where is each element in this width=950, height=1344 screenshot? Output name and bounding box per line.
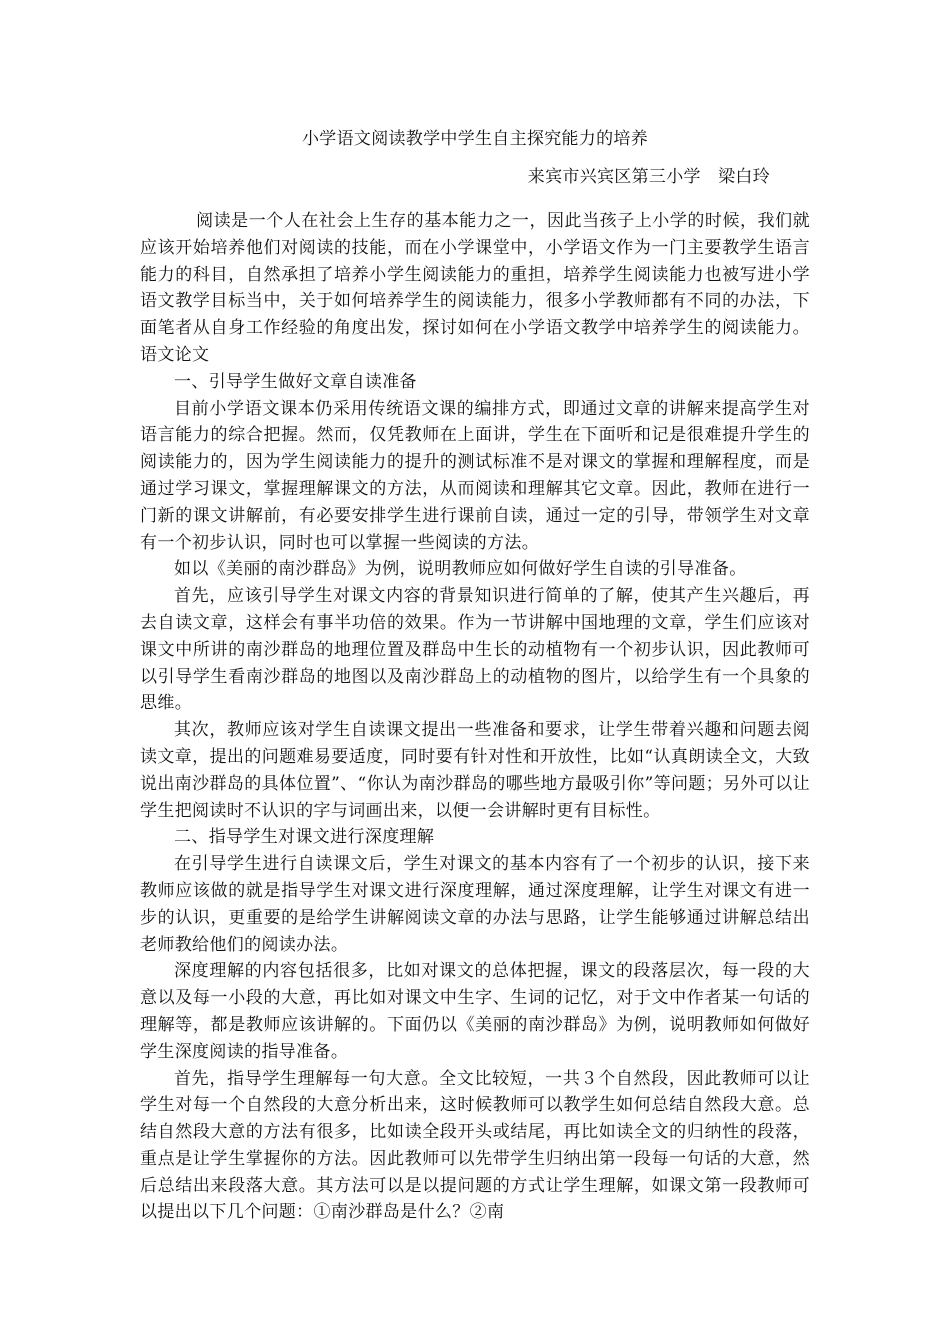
section-heading-2: 二、指导学生对课文进行深度理解 <box>174 827 435 848</box>
paragraph: 如以《美丽的南沙群岛》为例，说明教师应如何做好学生自读的引导准备。 <box>174 559 747 580</box>
document-body <box>140 208 810 1226</box>
paragraph: 首先，应该引导学生对课文内容的背景知识进行简单的了解，使其产生兴趣后，再去自读文章，这样会有事半功倍的效果。作为一节讲解中国地理的文章，学生们应该对课文中所讲的南沙群岛的地理位置及群岛中生长的动植物有一个初步认识，因此教师可以引导学生看南沙群岛的地图以及南沙群岛上的动植物的图片，以给学生有一个具象的思维。 <box>140 586 810 714</box>
document-author: 来宾市兴宾区第三小学 梁白玲 <box>527 167 770 187</box>
paragraph: 深度理解的内容包括很多，比如对课文的总体把握，课文的段落层次，每一段的大意以及每一小段的大意，再比如对课文中生字、生词的记忆，对于文中作者某一句话的理解等，都是教师应该讲解的。下面仍以《美丽的南沙群岛》为例，说明教师如何做好学生深度阅读的指导准备。 <box>140 961 810 1062</box>
document-title: 小学语文阅读教学中学生自主探究能力的培养 <box>302 129 648 149</box>
section-heading-1: 一、引导学生做好文章自读准备 <box>174 371 417 392</box>
paragraph-intro: 阅读是一个人在社会上生存的基本能力之一，因此当孩子上小学的时候，我们就应该开始培养他们对阅读的技能，而在小学课堂中，小学语文作为一门主要教学生语言能力的科目，自然承担了培养小学生阅读能力的重担，培养学生阅读能力也被写进小学语文教学目标当中，关于如何培养学生的阅读能力，很多小学教师都有不同的办法，下面笔者从自身工作经验的角度出发，探讨如何在小学语文教学中培养学生的阅读能力。语文论文 <box>140 211 810 365</box>
paragraph: 目前小学语文课本仍采用传统语文课的编排方式，即通过文章的讲解来提高学生对语言能力的综合把握。然而，仅凭教师在上面讲，学生在下面听和记是很难提升学生的阅读能力的，因为学生阅读能力的提升的测试标准不是对课文的掌握和理解程度，而是通过学习课文，掌握理解课文的方法，从而阅读和理解其它文章。因此，教师在进行一门新的课文讲解前，有必要安排学生进行课前自读，通过一定的引导，带领学生对文章有一个初步认识，同时也可以掌握一些阅读的方法。 <box>140 398 810 553</box>
paragraph: 首先，指导学生理解每一句大意。全文比较短，一共３个自然段，因此教师可以让学生对每一个自然段的大意分析出来，这时候教师可以教学生如何总结自然段大意。总结自然段大意的方法有很多，比如读全段开头或结尾，再比如读全文的归纳性的段落，重点是让学生掌握你的方法。因此教师可以先带学生归纳出第一段每一句话的大意，然后总结出来段落大意。其方法可以是以提问题的方式让学生理解，如课文第一段教师可以提出以下几个问题：①南沙群岛是什么？②南 <box>140 1068 810 1223</box>
paragraph: 其次，教师应该对学生自读课文提出一些准备和要求，让学生带着兴趣和问题去阅读文章，提出的问题难易要适度，同时要有针对性和开放性，比如“认真朗读全文，大致说出南沙群岛的具体位置”、“你认为南沙群岛的哪些地方最吸引你”等问题；另外可以让学生把阅读时不认识的字与词画出来，以便一会讲解时更有目标性。 <box>140 720 810 821</box>
paragraph: 在引导学生进行自读课文后，学生对课文的基本内容有了一个初步的认识，接下来教师应该做的就是指导学生对课文进行深度理解，通过深度理解，让学生对课文有进一步的认识，更重要的是给学生讲解阅读文章的办法与思路，让学生能够通过讲解总结出老师教给他们的阅读办法。 <box>140 854 810 955</box>
